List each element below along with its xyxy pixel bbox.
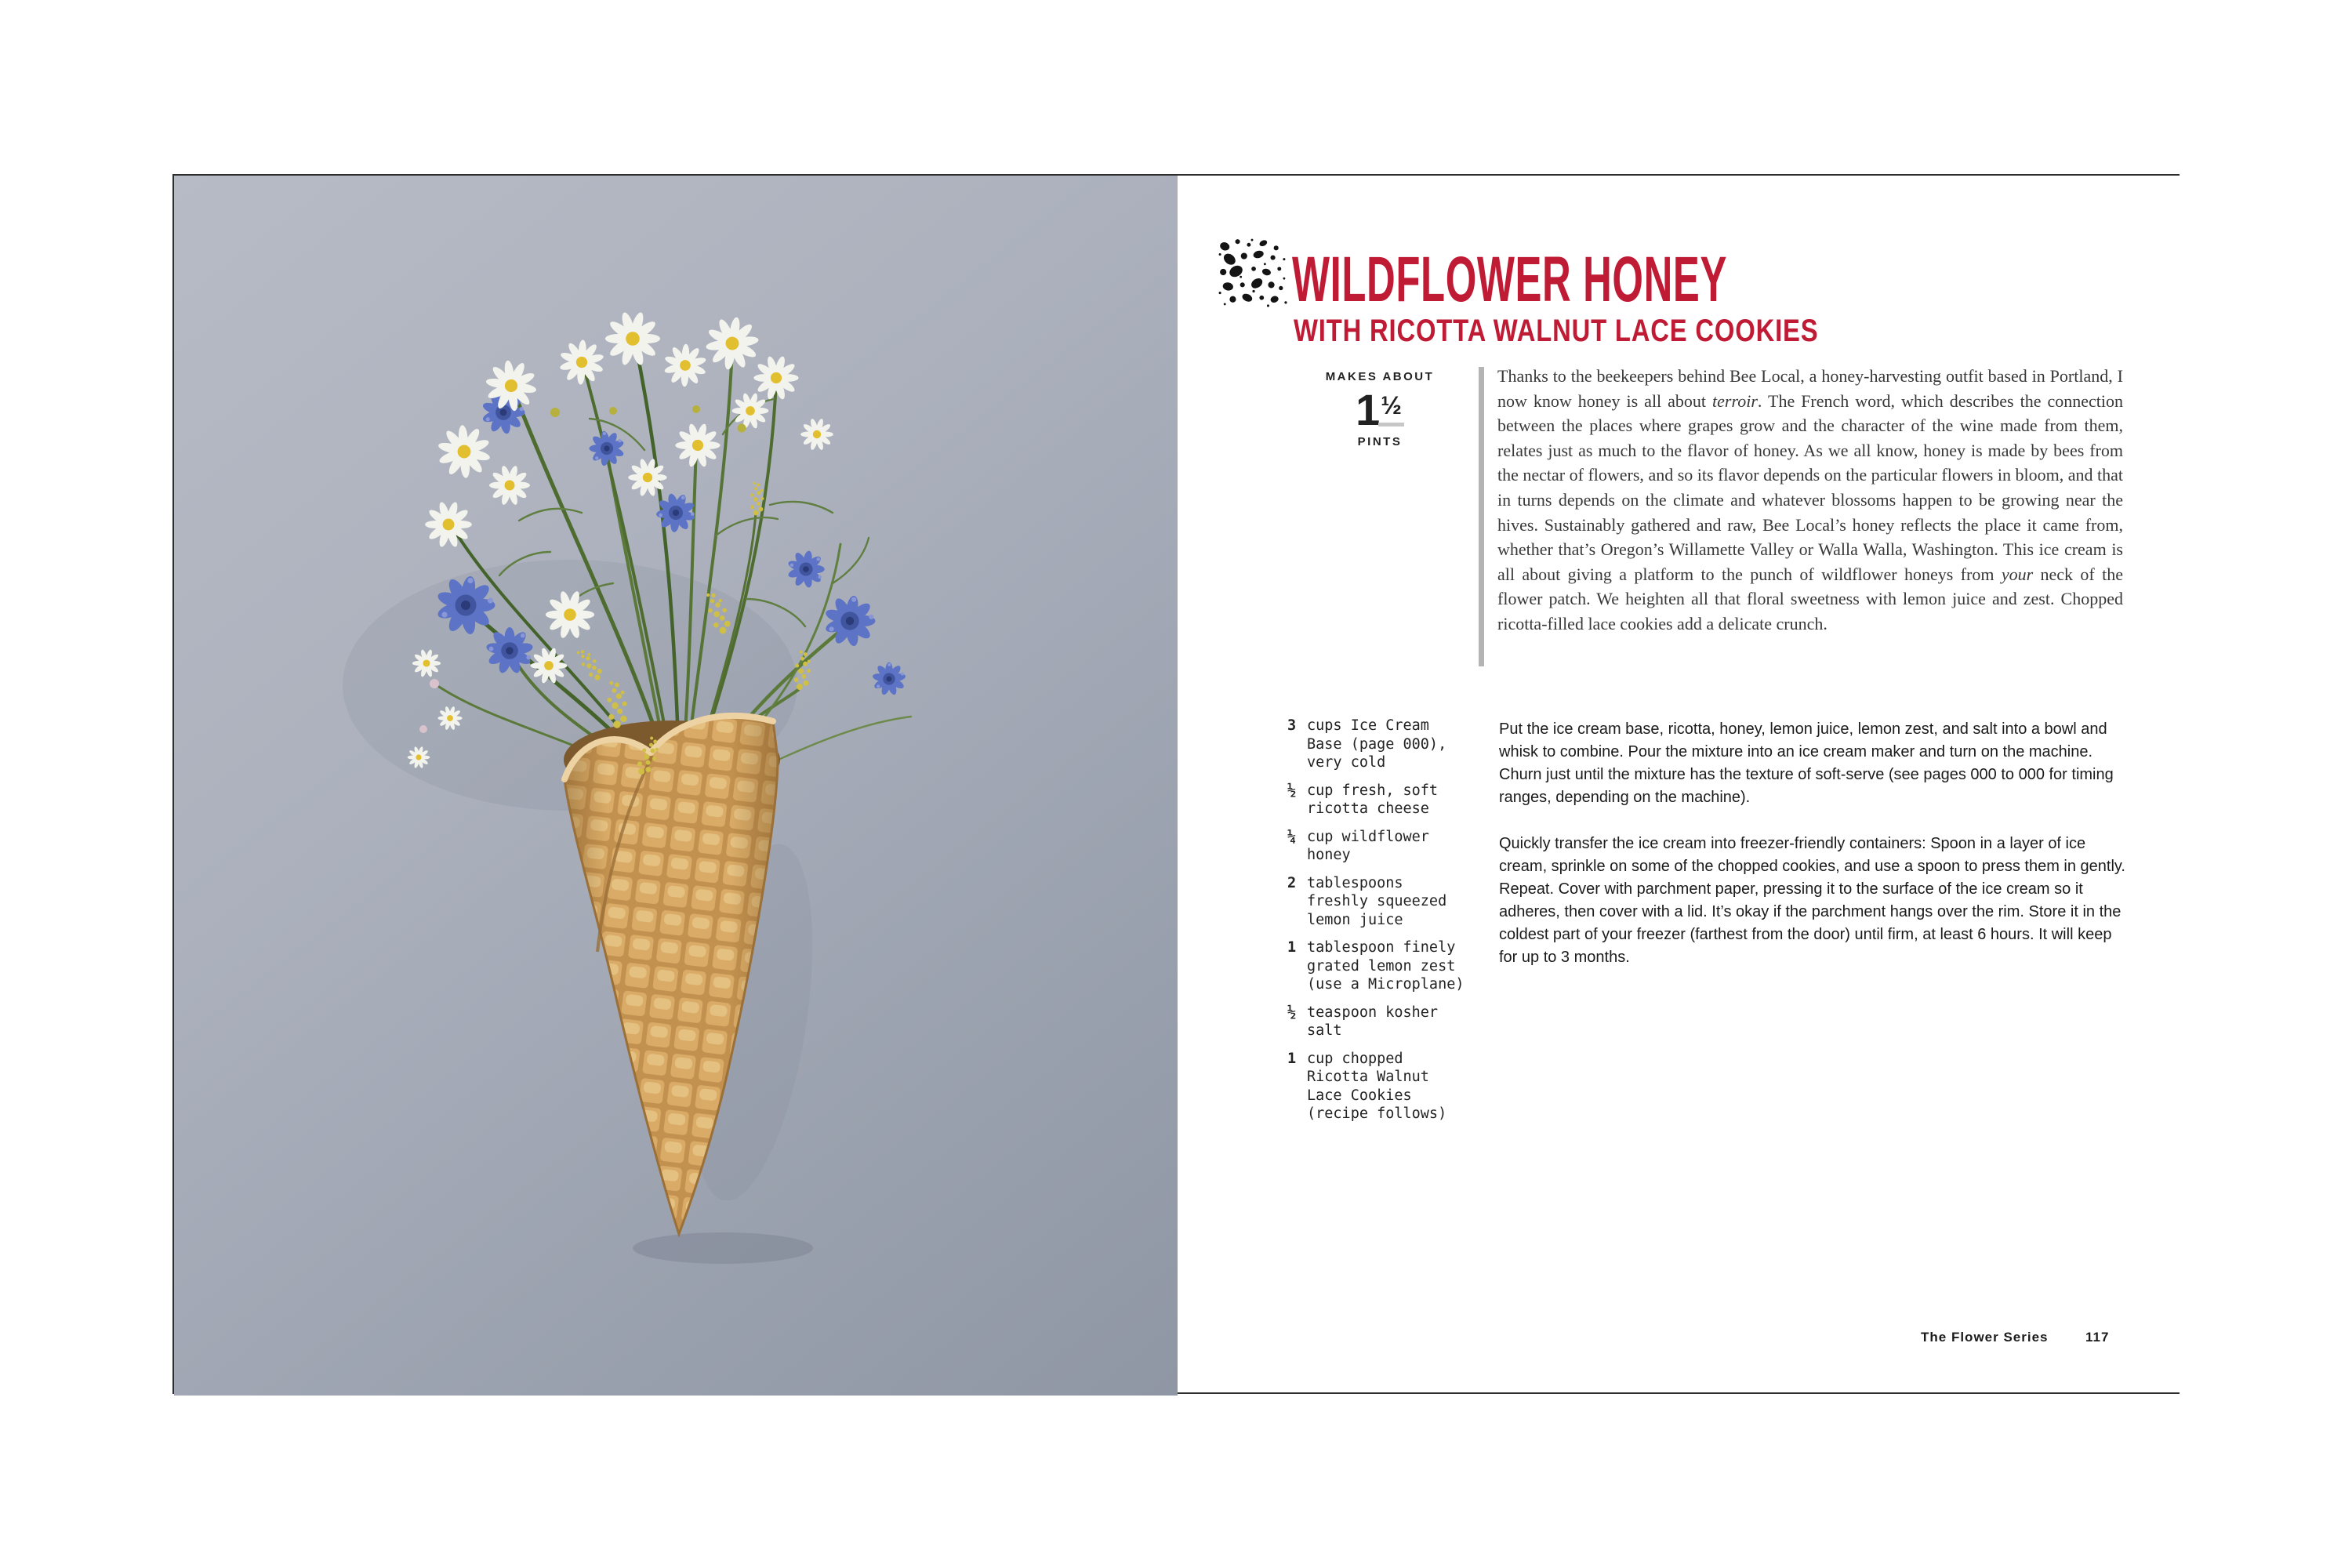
intro-italic-terroir: terroir: [1712, 390, 1758, 411]
intro-paragraph: [1497, 364, 2123, 637]
ingredient-qty: 1: [1287, 939, 1297, 956]
ingredient-qty: ¼: [1287, 828, 1297, 845]
ingredient-item: [1287, 1050, 1475, 1123]
ingredients-list: [1287, 717, 1475, 1133]
ingredient-qty: 2: [1287, 874, 1297, 891]
ingredient-text: teaspoon kosher salt: [1307, 1004, 1439, 1039]
ingredient-item: [1287, 1004, 1475, 1040]
ingredient-item: [1287, 782, 1475, 818]
recipe-page: [1178, 176, 2180, 1392]
step-paragraph: Quickly transfer the ice cream into freezer-friendly containers: Spoon in a layer of ice cream, sprinkle on some of the chopped cookies, and use a spoon to press them in gently. Repeat. Cover with parchment paper, pressing it to the surface of the ice cream so it adheres, then cover with a lid. It’s okay if the parchment hangs over the rim. Store it in the coldest part of your freezer (farthest from the door) until firm, at least 6 hours. It will keep for up to 3 months.: [1499, 835, 2125, 966]
yield-amount-fraction: ½: [1378, 391, 1404, 426]
ingredient-text: cup wildflower honey: [1307, 828, 1429, 863]
instructions: [1499, 718, 2126, 993]
book-page-spread: [172, 174, 2180, 1394]
splatter-icon: [1217, 237, 1287, 307]
step-paragraph: Put the ice cream base, ricotta, honey, lemon juice, lemon zest, and salt into a bowl and whisk to combine. Pour the mixture into an ice cream maker and turn on the machine. Churn just until the mixture has the texture of soft-serve (see pages 000 to 000 for timing ranges, depending on the machine).: [1499, 720, 2114, 806]
yield-label-bottom: PINTS: [1357, 435, 1403, 448]
ingredient-text: cup fresh, soft ricotta cheese: [1307, 782, 1439, 817]
ingredient-qty: 1: [1287, 1050, 1297, 1067]
footer-series-title: The Flower Series: [1921, 1330, 2049, 1345]
footer-page-number: 117: [2085, 1330, 2110, 1345]
intro-text-1: Thanks to the beekeepers behind Bee Local, a honey-harvesting outfit based in Portland, I now know honey is all about: [1497, 366, 2123, 411]
yield-amount-whole: 1: [1356, 385, 1379, 434]
intro-rule-bar: [1479, 367, 1484, 666]
ingredient-item: [1287, 828, 1475, 865]
yield-label-top: MAKES ABOUT: [1325, 370, 1435, 383]
yield-block: [1294, 370, 1466, 448]
ingredient-item: [1287, 717, 1475, 772]
photo-page: [174, 176, 1178, 1396]
intro-text-3: neck of the flower patch. We heighten all that floral sweetness with lemon juice and zest. Chopped ricotta-filled lace cookies add a delicate crunch.: [1497, 564, 2123, 633]
ingredient-text: tablespoons freshly squeezed lemon juice: [1307, 874, 1447, 928]
ingredient-qty: 3: [1287, 717, 1297, 734]
ingredient-text: cup chopped Ricotta Walnut Lace Cookies (recipe follows): [1307, 1050, 1447, 1122]
ingredient-qty: ½: [1287, 1004, 1297, 1021]
intro-text-2: . The French word, which describes the connection between the places where grapes grow and the character of the wine made from them, relates just as much to the flavor of honey. As we all know, honey is made by bees from the nectar of flowers, and so its flavor depends on the particular flowers in bloom, and that in turns depends on the climate and whatever blossoms happen to be growing near the hives. Sustainably gathered and raw, Bee Local’s honey reflects the place it came from, whether that’s Oregon’s Willamette Valley or Walla Walla, Washington. This ice cream is all about giving a platform to the punch of wildflower honeys from: [1497, 390, 2123, 584]
yield-amount: [1294, 385, 1466, 434]
recipe-title: WILDFLOWER HONEY: [1292, 244, 1727, 315]
ingredient-item: [1287, 938, 1475, 994]
recipe-subtitle: WITH RICOTTA WALNUT LACE COOKIES: [1294, 314, 1819, 348]
intro-italic-your: your: [2001, 564, 2034, 584]
ingredient-text: cups Ice Cream Base (page 000), very cold: [1307, 717, 1447, 771]
ingredient-item: [1287, 874, 1475, 930]
ingredient-qty: ½: [1287, 782, 1297, 799]
waffle-cone-bouquet-illustration: [174, 176, 1178, 1396]
ingredient-text: tablespoon finely grated lemon zest (use a Microplane): [1307, 939, 1465, 993]
